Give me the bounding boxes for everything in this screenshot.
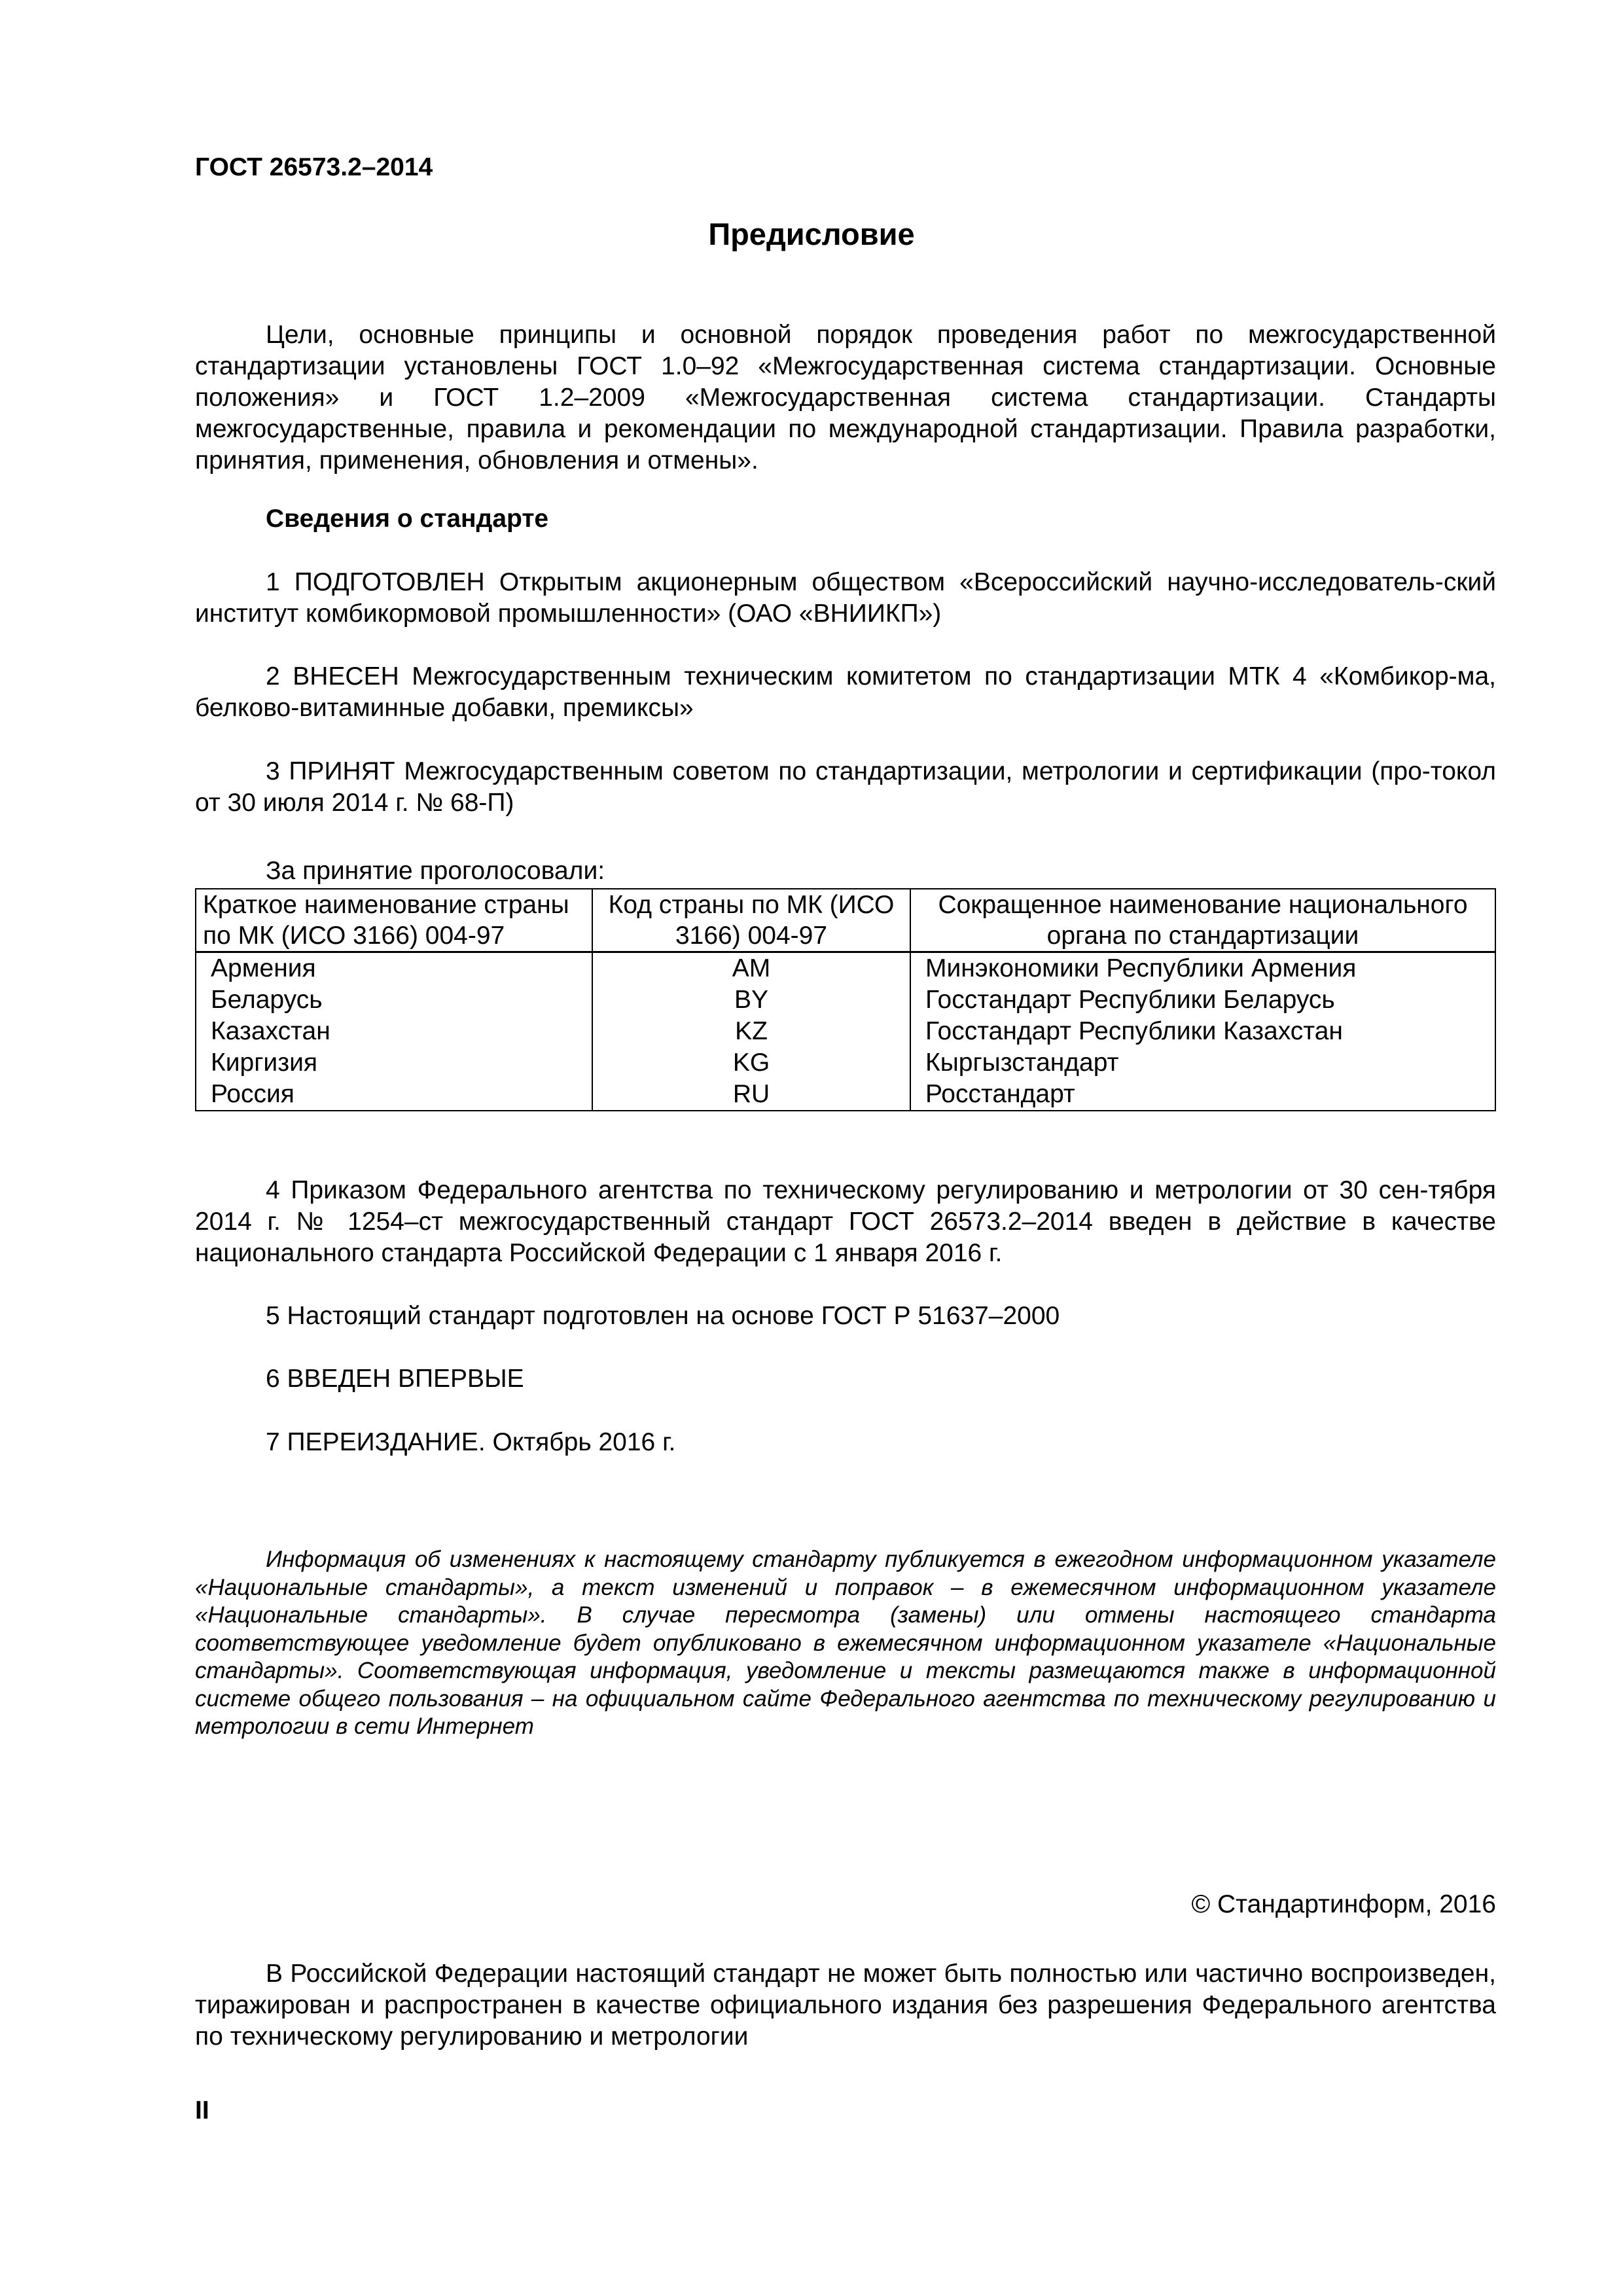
body-cell: Росстандарт bbox=[910, 1079, 1495, 1111]
body-cell: Госстандарт Республики Казахстан bbox=[910, 1016, 1495, 1047]
code-cell: RU bbox=[592, 1079, 910, 1111]
intro-paragraph: Цели, основные принципы и основной порядок проведения работ по межгосударственной стандартизации установлены ГОСТ 1.0–92 «Межгосударственная система стандартизации. Основные положения» и ГОСТ 1.2–2009 «Межгосударственная система стандартизации. Стандарты межгосударственные, правила и рекомендации по международной стандартизации. Правила разработки, принятия, применения, обновления и отмены». bbox=[195, 321, 1496, 475]
page-number: II bbox=[195, 2096, 209, 2125]
country-cell: Киргизия bbox=[196, 1047, 592, 1079]
item-4-paragraph: 4 Приказом Федерального агентства по техническому регулированию и метрологии от 30 сен-тября 2014 г. № 1254–ст межгосударственный стандарт ГОСТ 26573.2–2014 введен в действие в качестве национального стандарта Российской Федерации с 1 января 2016 г. bbox=[195, 1176, 1496, 1267]
country-cell: Россия bbox=[196, 1079, 592, 1111]
copyright-line: © Стандартинформ, 2016 bbox=[1191, 1890, 1496, 1918]
table-header-country: Краткое наименование страны по МК (ИСО 3166) 004-97 bbox=[196, 889, 592, 952]
table-header-body: Сокращенное наименование национального органа по стандартизации bbox=[910, 889, 1495, 952]
document-id: ГОСТ 26573.2–2014 bbox=[195, 153, 433, 181]
table-header-row bbox=[196, 889, 1495, 952]
page-title: Предисловие bbox=[708, 217, 915, 251]
table-row bbox=[196, 1047, 1495, 1079]
info-notice: Информация об изменениях к настоящему стандарту публикуется в ежегодном информационном указателе «Национальные стандарты», а текст изменений и поправок – в ежемесячном информационном указателе «Национальные стандарты». В случае пересмотра (замены) или отмены настоящего стандарта соответствующее уведомление будет опубликовано в ежемесячном информационном указателе «Национальные стандарты». Соответствующая информация, уведомление и тексты размещаются также в информационной системе общего пользования – на официальном сайте Федерального агентства по техническому регулированию и метрологии в сети Интернет bbox=[195, 1547, 1496, 1739]
body-cell: Кыргызстандарт bbox=[910, 1047, 1495, 1079]
section-title: Сведения о стандарте bbox=[266, 505, 549, 533]
voting-table bbox=[195, 888, 1496, 1111]
item-6-paragraph: 6 ВВЕДЕН ВПЕРВЫЕ bbox=[266, 1365, 524, 1393]
table-row bbox=[196, 1079, 1495, 1111]
code-cell: KZ bbox=[592, 1016, 910, 1047]
table-row bbox=[196, 984, 1495, 1016]
country-cell: Беларусь bbox=[196, 984, 592, 1016]
item-7-paragraph: 7 ПЕРЕИЗДАНИЕ. Октябрь 2016 г. bbox=[266, 1428, 676, 1456]
table-header-code: Код страны по МК (ИСО 3166) 004-97 bbox=[592, 889, 910, 952]
body-cell: Госстандарт Республики Беларусь bbox=[910, 984, 1495, 1016]
voted-caption: За принятие проголосовали: bbox=[266, 857, 605, 885]
body-cell: Минэкономики Республики Армения bbox=[910, 952, 1495, 985]
table-row bbox=[196, 1016, 1495, 1047]
code-cell: BY bbox=[592, 984, 910, 1016]
table-row bbox=[196, 952, 1495, 985]
code-cell: AM bbox=[592, 952, 910, 985]
item-2-paragraph: 2 ВНЕСЕН Межгосударственным техническим комитетом по стандартизации МТК 4 «Комбикор-ма, белково-витаминные добавки, премиксы» bbox=[195, 662, 1496, 722]
item-1-paragraph: 1 ПОДГОТОВЛЕН Открытым акционерным обществом «Всероссийский научно-исследователь-ский институт комбикормовой промышленности» (ОАО «ВНИИКП») bbox=[195, 568, 1496, 628]
code-cell: KG bbox=[592, 1047, 910, 1079]
item-3-paragraph: 3 ПРИНЯТ Межгосударственным советом по стандартизации, метрологии и сертификации (про-токол от 30 июля 2014 г. № 68-П) bbox=[195, 757, 1496, 817]
rights-paragraph: В Российской Федерации настоящий стандарт не может быть полностью или частично воспроизведен, тиражирован и распространен в качестве официального издания без разрешения Федерального агентства по техническому регулированию и метрологии bbox=[195, 1960, 1496, 2051]
item-5-paragraph: 5 Настоящий стандарт подготовлен на основе ГОСТ Р 51637–2000 bbox=[266, 1302, 1060, 1330]
country-cell: Казахстан bbox=[196, 1016, 592, 1047]
country-cell: Армения bbox=[196, 952, 592, 985]
